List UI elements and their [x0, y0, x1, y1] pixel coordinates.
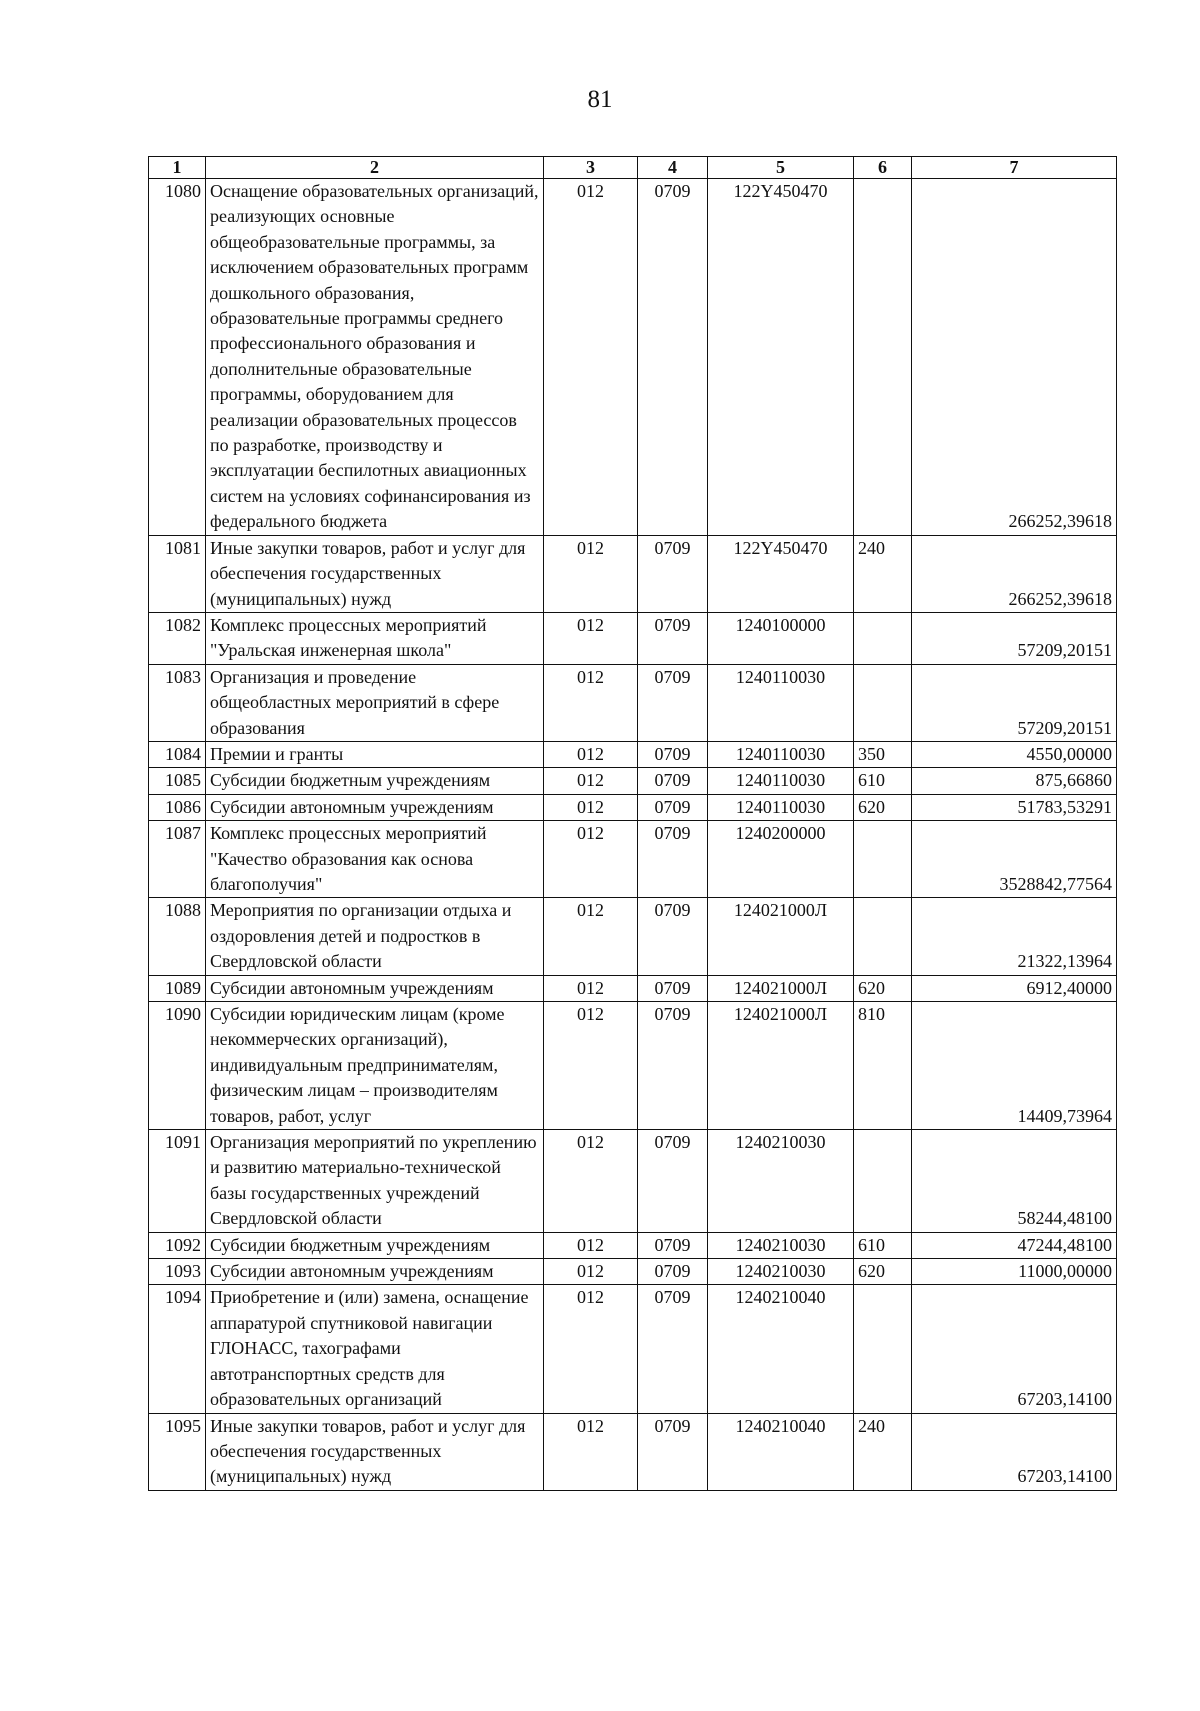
- row-amount: 3528842,77564: [912, 821, 1117, 898]
- row-department-code: 012: [544, 794, 638, 820]
- row-target-article: 1240110030: [708, 768, 854, 794]
- row-target-article: 122Y450470: [708, 535, 854, 612]
- row-expense-type: 610: [854, 1232, 912, 1258]
- row-section-code: 0709: [638, 1130, 708, 1233]
- table-row: [149, 794, 1117, 820]
- table-row: [149, 1285, 1117, 1413]
- row-amount: 875,66860: [912, 768, 1117, 794]
- row-name: Субсидии бюджетным учреждениям: [206, 768, 544, 794]
- table-row: [149, 612, 1117, 664]
- row-target-article: 1240110030: [708, 794, 854, 820]
- row-expense-type: [854, 821, 912, 898]
- row-expense-type: [854, 1130, 912, 1233]
- table-row: [149, 741, 1117, 767]
- row-department-code: 012: [544, 1232, 638, 1258]
- row-department-code: 012: [544, 664, 638, 741]
- row-number: 1094: [149, 1285, 206, 1413]
- row-department-code: 012: [544, 1002, 638, 1130]
- table-row: [149, 821, 1117, 898]
- row-number: 1081: [149, 535, 206, 612]
- row-expense-type: [854, 1285, 912, 1413]
- row-amount: 266252,39618: [912, 179, 1117, 536]
- row-number: 1086: [149, 794, 206, 820]
- row-number: 1092: [149, 1232, 206, 1258]
- table-header: [149, 157, 1117, 179]
- row-section-code: 0709: [638, 975, 708, 1001]
- header-col-6: 6: [854, 157, 912, 179]
- table-row: [149, 1002, 1117, 1130]
- table-row: [149, 768, 1117, 794]
- row-name: Субсидии юридическим лицам (кроме некоммерческих организаций), индивидуальным предпринимателям, физическим лицам – производителям товаров, работ, услуг: [206, 1002, 544, 1130]
- row-expense-type: 240: [854, 535, 912, 612]
- table-body: [149, 179, 1117, 1491]
- table-row: [149, 535, 1117, 612]
- row-section-code: 0709: [638, 898, 708, 975]
- table-row: [149, 1130, 1117, 1233]
- row-section-code: 0709: [638, 1285, 708, 1413]
- row-amount: 14409,73964: [912, 1002, 1117, 1130]
- row-name: Оснащение образовательных организаций, реализующих основные общеобразовательные программы, за исключением образовательных программ дошкольного образования, образовательные программы среднего профессионального образования и дополнительные образовательные программы, оборудованием для реализации образовательных процессов по разработке, производству и эксплуатации беспилотных авиационных систем на условиях софинансирования из федерального бюджета: [206, 179, 544, 536]
- row-section-code: 0709: [638, 768, 708, 794]
- row-name: Субсидии бюджетным учреждениям: [206, 1232, 544, 1258]
- row-number: 1084: [149, 741, 206, 767]
- row-section-code: 0709: [638, 612, 708, 664]
- row-name: Организация и проведение общеобластных мероприятий в сфере образования: [206, 664, 544, 741]
- row-amount: 11000,00000: [912, 1259, 1117, 1285]
- header-col-2: 2: [206, 157, 544, 179]
- row-target-article: 1240200000: [708, 821, 854, 898]
- row-section-code: 0709: [638, 794, 708, 820]
- row-target-article: 1240210030: [708, 1232, 854, 1258]
- row-section-code: 0709: [638, 1232, 708, 1258]
- row-expense-type: 620: [854, 1259, 912, 1285]
- row-expense-type: [854, 898, 912, 975]
- row-department-code: 012: [544, 821, 638, 898]
- row-department-code: 012: [544, 1285, 638, 1413]
- table-row: [149, 179, 1117, 536]
- header-row: [149, 157, 1117, 179]
- row-amount: 21322,13964: [912, 898, 1117, 975]
- row-expense-type: 350: [854, 741, 912, 767]
- row-amount: 4550,00000: [912, 741, 1117, 767]
- row-section-code: 0709: [638, 1002, 708, 1130]
- row-target-article: 1240110030: [708, 741, 854, 767]
- header-col-4: 4: [638, 157, 708, 179]
- row-name: Комплекс процессных мероприятий "Уральская инженерная школа": [206, 612, 544, 664]
- row-name: Иные закупки товаров, работ и услуг для обеспечения государственных (муниципальных) нужд: [206, 1413, 544, 1490]
- row-target-article: 1240110030: [708, 664, 854, 741]
- table-row: [149, 1259, 1117, 1285]
- page-number: 81: [587, 86, 613, 113]
- row-expense-type: 620: [854, 975, 912, 1001]
- table-row: [149, 1413, 1117, 1490]
- header-col-7: 7: [912, 157, 1117, 179]
- row-amount: 51783,53291: [912, 794, 1117, 820]
- row-department-code: 012: [544, 1413, 638, 1490]
- row-name: Субсидии автономным учреждениям: [206, 975, 544, 1001]
- row-number: 1091: [149, 1130, 206, 1233]
- row-expense-type: [854, 179, 912, 536]
- row-target-article: 124021000Л: [708, 975, 854, 1001]
- row-department-code: 012: [544, 768, 638, 794]
- row-number: 1082: [149, 612, 206, 664]
- row-target-article: 1240210030: [708, 1130, 854, 1233]
- row-name: Субсидии автономным учреждениям: [206, 1259, 544, 1285]
- row-amount: 67203,14100: [912, 1413, 1117, 1490]
- row-department-code: 012: [544, 1259, 638, 1285]
- row-name: Иные закупки товаров, работ и услуг для обеспечения государственных (муниципальных) нужд: [206, 535, 544, 612]
- table-row: [149, 664, 1117, 741]
- row-name: Организация мероприятий по укреплению и развитию материально-технической базы государственных учреждений Свердловской области: [206, 1130, 544, 1233]
- row-target-article: 1240210040: [708, 1285, 854, 1413]
- row-department-code: 012: [544, 1130, 638, 1233]
- row-amount: 67203,14100: [912, 1285, 1117, 1413]
- row-number: 1093: [149, 1259, 206, 1285]
- row-expense-type: [854, 664, 912, 741]
- row-name: Комплекс процессных мероприятий "Качество образования как основа благополучия": [206, 821, 544, 898]
- row-department-code: 012: [544, 898, 638, 975]
- row-target-article: 1240210040: [708, 1413, 854, 1490]
- row-number: 1089: [149, 975, 206, 1001]
- row-section-code: 0709: [638, 179, 708, 536]
- row-section-code: 0709: [638, 535, 708, 612]
- row-number: 1088: [149, 898, 206, 975]
- row-number: 1087: [149, 821, 206, 898]
- budget-table: [148, 156, 1117, 1491]
- row-number: 1095: [149, 1413, 206, 1490]
- row-section-code: 0709: [638, 821, 708, 898]
- row-name: Субсидии автономным учреждениям: [206, 794, 544, 820]
- row-name: Мероприятия по организации отдыха и оздоровления детей и подростков в Свердловской области: [206, 898, 544, 975]
- row-expense-type: 810: [854, 1002, 912, 1130]
- header-col-5: 5: [708, 157, 854, 179]
- row-number: 1090: [149, 1002, 206, 1130]
- row-target-article: 124021000Л: [708, 1002, 854, 1130]
- row-amount: 6912,40000: [912, 975, 1117, 1001]
- row-department-code: 012: [544, 612, 638, 664]
- row-amount: 266252,39618: [912, 535, 1117, 612]
- row-section-code: 0709: [638, 1413, 708, 1490]
- row-section-code: 0709: [638, 741, 708, 767]
- table-row: [149, 975, 1117, 1001]
- row-number: 1085: [149, 768, 206, 794]
- row-expense-type: [854, 612, 912, 664]
- table-row: [149, 898, 1117, 975]
- header-col-1: 1: [149, 157, 206, 179]
- row-target-article: 1240100000: [708, 612, 854, 664]
- row-target-article: 122Y450470: [708, 179, 854, 536]
- row-name: Премии и гранты: [206, 741, 544, 767]
- header-col-3: 3: [544, 157, 638, 179]
- row-department-code: 012: [544, 741, 638, 767]
- row-department-code: 012: [544, 179, 638, 536]
- row-expense-type: 610: [854, 768, 912, 794]
- row-section-code: 0709: [638, 1259, 708, 1285]
- row-amount: 57209,20151: [912, 612, 1117, 664]
- row-number: 1080: [149, 179, 206, 536]
- row-target-article: 1240210030: [708, 1259, 854, 1285]
- row-expense-type: 240: [854, 1413, 912, 1490]
- table-row: [149, 1232, 1117, 1258]
- row-department-code: 012: [544, 535, 638, 612]
- row-amount: 57209,20151: [912, 664, 1117, 741]
- row-department-code: 012: [544, 975, 638, 1001]
- row-amount: 47244,48100: [912, 1232, 1117, 1258]
- row-target-article: 124021000Л: [708, 898, 854, 975]
- row-expense-type: 620: [854, 794, 912, 820]
- row-name: Приобретение и (или) замена, оснащение аппаратурой спутниковой навигации ГЛОНАСС, тахографами автотранспортных средств для образовательных организаций: [206, 1285, 544, 1413]
- row-amount: 58244,48100: [912, 1130, 1117, 1233]
- row-section-code: 0709: [638, 664, 708, 741]
- row-number: 1083: [149, 664, 206, 741]
